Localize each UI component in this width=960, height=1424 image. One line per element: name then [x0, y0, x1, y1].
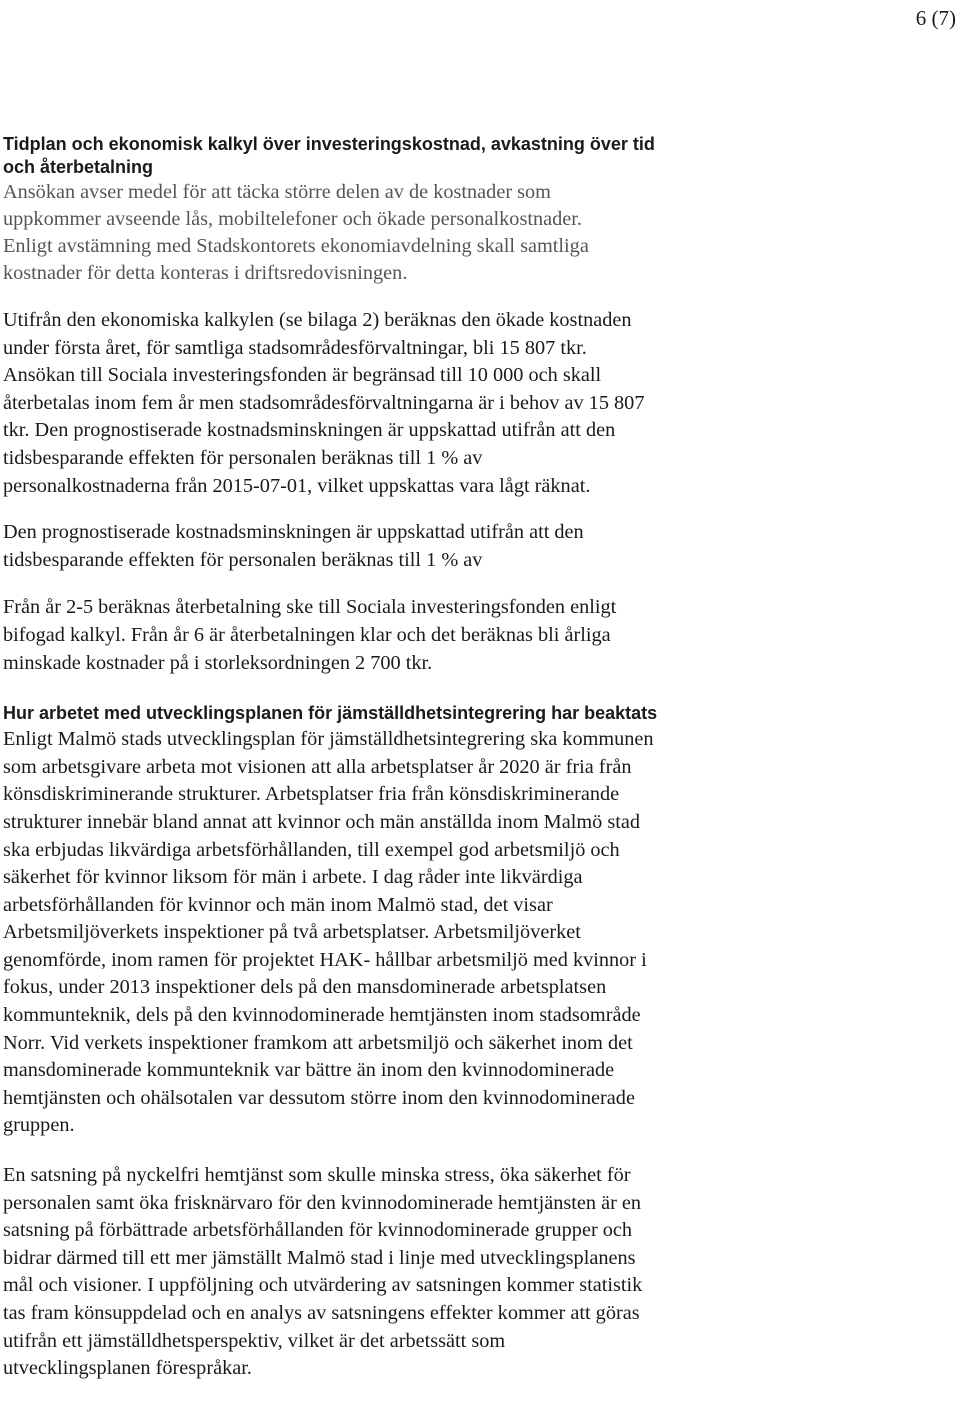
- text-line: bidrar därmed till ett mer jämställt Malmö stad i linje med utvecklingsplanens: [3, 1246, 636, 1269]
- text-line: hemtjänsten och ohälsotalen var dessutom större inom den kvinnodominerade: [3, 1086, 635, 1109]
- text-line: bifogad kalkyl. Från år 6 är återbetalningen klar och det beräknas bli årliga: [3, 623, 611, 646]
- text-line: säkerhet för kvinnor liksom för män i arbete. I dag råder inte likvärdiga: [3, 866, 583, 889]
- heading-line: och återbetalning: [3, 157, 154, 177]
- text-line: Arbetsmiljöverkets inspektioner på två arbetsplatser. Arbetsmiljöverket: [3, 921, 581, 944]
- text-line: tidsbesparande effekten för personalen beräknas till 1 % av: [3, 548, 483, 571]
- text-line: Enligt avstämning med Stadskontorets ekonomiavdelning skall samtliga: [3, 235, 589, 257]
- text-line: kommunteknik, dels på den kvinnodominerade hemtjänsten inom stadsområde: [3, 1004, 641, 1027]
- page-number: 6 (7): [915, 6, 956, 30]
- text-line: arbetsförhållanden för kvinnor och män inom Malmö stad, det visar: [3, 893, 553, 916]
- text-line: personalen samt öka frisknärvaro för den kvinnodominerade hemtjänsten är en: [3, 1191, 642, 1214]
- text-line: Den prognostiserade kostnadsminskningen är uppskattad utifrån att den: [3, 521, 584, 544]
- text-line: fokus, under 2013 inspektioner dels på den mansdominerade arbetsplatsen: [3, 976, 607, 999]
- text-line: minskade kostnader på i storleksordningen 2 700 tkr.: [3, 651, 433, 674]
- section-heading-gender-equality: Hur arbetet med utvecklingsplanen för jämställdhetsintegrering har beaktats: [3, 703, 658, 724]
- text-line: utifrån ett jämställdhetsperspektiv, vilket är det arbetssätt som: [3, 1329, 506, 1352]
- text-line: utvecklingsplanen förespråkar.: [3, 1357, 252, 1380]
- text-line: Ansökan till Sociala investeringsfonden är begränsad till 10 000 och skall: [3, 364, 602, 387]
- text-line: En satsning på nyckelfri hemtjänst som skulle minska stress, öka säkerhet för: [3, 1164, 631, 1187]
- text-line: Norr. Vid verkets inspektioner framkom att arbetsmiljö och säkerhet inom det: [3, 1031, 633, 1054]
- forecast-paragraph: [3, 519, 953, 574]
- text-line: strukturer innebär bland annat att kvinnor och män anställda inom Malmö stad: [3, 810, 641, 833]
- repayment-paragraph: [3, 594, 953, 677]
- document-body: [3, 133, 953, 1383]
- text-line: mål och visioner. I uppföljning och utvärdering av satsningen kommer statistik: [3, 1274, 643, 1297]
- text-line: mansdominerade kommunteknik var bättre än inom den kvinnodominerade: [3, 1059, 615, 1082]
- text-line: Utifrån den ekonomiska kalkylen (se bilaga 2) beräknas den ökade kostnaden: [3, 309, 632, 331]
- text-line: tkr. Den prognostiserade kostnadsminskningen är uppskattad utifrån att den: [3, 419, 616, 442]
- text-line: som arbetsgivare arbeta mot visionen att alla arbetsplatser år 2020 är fria från: [3, 755, 632, 778]
- text-line: Från år 2-5 beräknas återbetalning ske till Sociala investeringsfonden enligt: [3, 596, 617, 619]
- text-line: personalkostnaderna från 2015-07-01, vilket uppskattas vara lågt räknat.: [3, 474, 591, 497]
- text-line: gruppen.: [3, 1114, 75, 1137]
- text-line: återbetalas inom fem år men stadsområdesförvaltningarna är i behov av 15 807: [3, 391, 645, 414]
- text-line: Enligt Malmö stads utvecklingsplan för jämställdhetsintegrering ska kommunen: [3, 728, 654, 751]
- text-line: kostnader för detta konteras i driftsredovisningen.: [3, 262, 408, 284]
- text-line: genomförde, inom ramen för projektet HAK- hållbar arbetsmiljö med kvinnor i: [3, 948, 647, 971]
- gender-equality-paragraph: [3, 726, 953, 1140]
- section-heading-budget: [3, 133, 953, 179]
- text-line: satsning på förbättrade arbetsförhållanden för kvinnodominerade grupper och: [3, 1219, 633, 1242]
- text-line: tas fram könsuppdelad och en analys av satsningens effekter kommer att göras: [3, 1302, 640, 1324]
- text-line: ska erbjudas likvärdiga arbetsförhållanden, till exempel god arbetsmiljö och: [3, 838, 620, 861]
- intro-paragraph: [3, 179, 953, 287]
- text-line: uppkommer avseende lås, mobiltelefoner och ökade personalkostnader.: [3, 208, 582, 230]
- heading-line: Tidplan och ekonomisk kalkyl över investeringskostnad, avkastning över tid: [3, 134, 655, 154]
- text-line: under första året, för samtliga stadsområdesförvaltningar, bli 15 807 tkr.: [3, 336, 587, 359]
- text-line: Ansökan avser medel för att täcka större delen av de kostnader som: [3, 181, 551, 203]
- text-line: könsdiskriminerande strukturer. Arbetsplatser fria från könsdiskriminerande: [3, 783, 620, 806]
- calculation-paragraph: [3, 307, 953, 500]
- keyless-homecare-paragraph: [3, 1162, 953, 1383]
- text-line: tidsbesparande effekten för personalen beräknas till 1 % av: [3, 446, 483, 469]
